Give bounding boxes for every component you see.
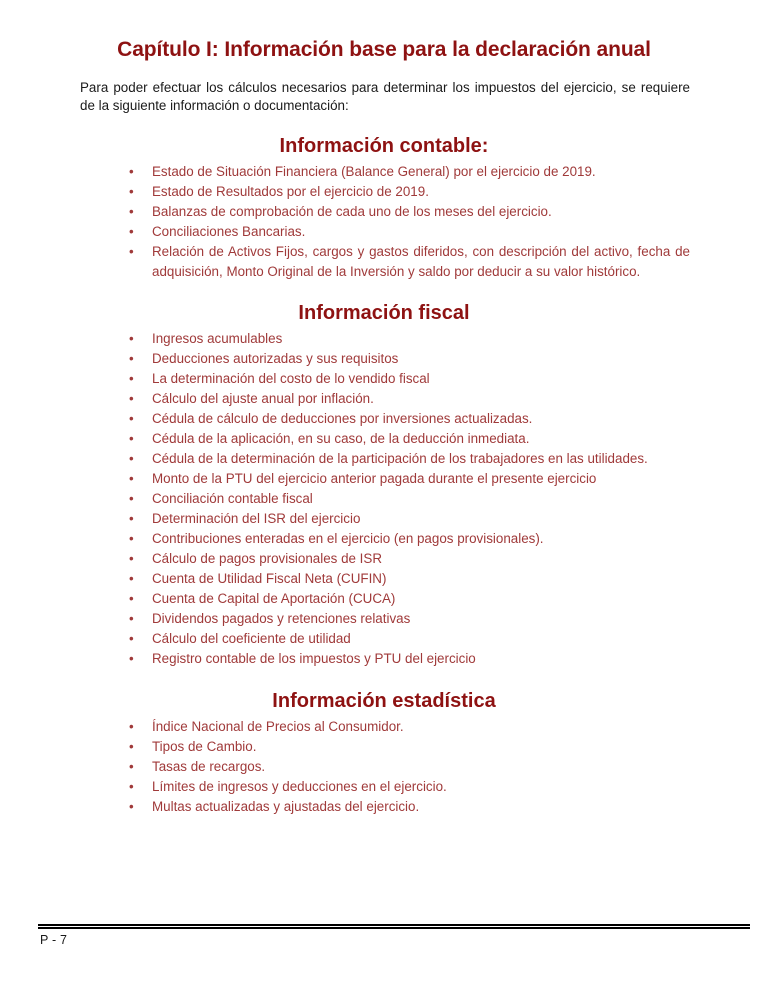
- list-item: [30, 162, 738, 182]
- list-item: [30, 429, 738, 449]
- list-item-text: Conciliaciones Bancarias.: [152, 223, 306, 239]
- page-footer: [0, 924, 768, 994]
- bullet-icon: •: [129, 330, 134, 346]
- list-item: [30, 609, 738, 629]
- list-item: [30, 202, 738, 222]
- bullet-list-fiscal: [30, 329, 738, 670]
- list-item-text: Cuenta de Utilidad Fiscal Neta (CUFIN): [152, 571, 387, 587]
- list-item: [30, 242, 738, 282]
- bullet-icon: •: [129, 738, 134, 754]
- list-item: [30, 222, 738, 242]
- page-title: Capítulo I: Información base para la declaración anual: [117, 38, 651, 61]
- list-item: [30, 469, 738, 489]
- bullet-icon: •: [129, 651, 134, 667]
- bullet-icon: •: [129, 758, 134, 774]
- bullet-icon: •: [129, 611, 134, 627]
- list-item-text: Dividendos pagados y retenciones relativas: [152, 611, 411, 627]
- list-item: [30, 649, 738, 669]
- bullet-icon: •: [129, 778, 134, 794]
- list-item-text: Balanzas de comprobación de cada uno de los meses del ejercicio.: [152, 203, 552, 219]
- bullet-icon: •: [129, 431, 134, 447]
- list-item-text: Conciliación contable fiscal: [152, 491, 313, 507]
- list-item-text: Cuenta de Capital de Aportación (CUCA): [152, 591, 396, 607]
- bullet-icon: •: [129, 411, 134, 427]
- list-item: [30, 737, 738, 757]
- list-item: [30, 569, 738, 589]
- bullet-icon: •: [129, 351, 134, 367]
- list-item-text: La determinación del costo de lo vendido fiscal: [152, 371, 430, 387]
- list-item-text: Límites de ingresos y deducciones en el ejercicio.: [152, 778, 447, 794]
- bullet-icon: •: [129, 798, 134, 814]
- section-heading-contable: Información contable:: [279, 134, 489, 157]
- bullet-icon: •: [129, 631, 134, 647]
- bullet-icon: •: [129, 531, 134, 547]
- list-item-text: Determinación del ISR del ejercicio: [152, 511, 361, 527]
- bullet-icon: •: [129, 591, 134, 607]
- list-item-text: Estado de Resultados por el ejercicio de 2019.: [152, 183, 429, 199]
- list-item: [30, 757, 738, 777]
- list-item-text: Cálculo del coeficiente de utilidad: [152, 631, 351, 647]
- list-item-text: Cédula de cálculo de deducciones por inversiones actualizadas.: [152, 411, 533, 427]
- list-item: [30, 349, 738, 369]
- bullet-icon: •: [129, 183, 134, 199]
- list-item-text: Cálculo de pagos provisionales de ISR: [152, 551, 383, 567]
- bullet-icon: •: [129, 718, 134, 734]
- list-item-text: Relación de Activos Fijos, cargos y gastos diferidos, con descripción del activo, fecha de adquisición, Monto Original de la Inversión y saldo por deducir a su valor histórico.: [152, 243, 690, 279]
- section-heading-estadistica: Información estadística: [272, 689, 496, 712]
- list-item-text: Tipos de Cambio.: [152, 738, 257, 754]
- list-item: [30, 182, 738, 202]
- list-item-text: Deducciones autorizadas y sus requisitos: [152, 351, 399, 367]
- list-item: [30, 629, 738, 649]
- bullet-icon: •: [129, 571, 134, 587]
- list-item-text: Cédula de la aplicación, en su caso, de la deducción inmediata.: [152, 431, 530, 447]
- list-item: [30, 489, 738, 509]
- list-item-text: Registro contable de los impuestos y PTU del ejercicio: [152, 651, 476, 667]
- list-item: [30, 549, 738, 569]
- bullet-icon: •: [129, 471, 134, 487]
- list-item: [30, 409, 738, 429]
- list-item-text: Multas actualizadas y ajustadas del ejercicio.: [152, 798, 420, 814]
- bullet-icon: •: [129, 491, 134, 507]
- list-item: [30, 529, 738, 549]
- footer-divider: [38, 924, 750, 929]
- bullet-icon: •: [129, 511, 134, 527]
- bullet-list-estadistica: [30, 717, 738, 817]
- list-item-text: Contribuciones enteradas en el ejercicio (en pagos provisionales).: [152, 531, 544, 547]
- bullet-icon: •: [129, 391, 134, 407]
- bullet-icon: •: [129, 243, 134, 259]
- bullet-icon: •: [129, 163, 134, 179]
- list-item: [30, 717, 738, 737]
- list-item-text: Cálculo del ajuste anual por inflación.: [152, 391, 374, 407]
- list-item-text: Monto de la PTU del ejercicio anterior pagada durante el presente ejercicio: [152, 471, 597, 487]
- list-item: [30, 589, 738, 609]
- list-item: [30, 369, 738, 389]
- bullet-icon: •: [129, 223, 134, 239]
- bullet-icon: •: [129, 371, 134, 387]
- list-item: [30, 797, 738, 817]
- list-item: [30, 329, 738, 349]
- intro-paragraph: Para poder efectuar los cálculos necesarios para determinar los impuestos del ejercicio, se requiere de la siguiente información o documentación:: [80, 80, 690, 113]
- list-item-text: Índice Nacional de Precios al Consumidor.: [152, 718, 404, 734]
- list-item: [30, 777, 738, 797]
- bullet-list-contable: [30, 162, 738, 282]
- list-item: [30, 509, 738, 529]
- bullet-icon: •: [129, 451, 134, 467]
- list-item-text: Ingresos acumulables: [152, 330, 283, 346]
- page-number: P - 7: [40, 933, 68, 947]
- section-heading-fiscal: Información fiscal: [298, 301, 470, 324]
- bullet-icon: •: [129, 203, 134, 219]
- list-item-text: Estado de Situación Financiera (Balance General) por el ejercicio de 2019.: [152, 163, 596, 179]
- list-item-text: Tasas de recargos.: [152, 758, 266, 774]
- bullet-icon: •: [129, 551, 134, 567]
- list-item: [30, 389, 738, 409]
- list-item-text: Cédula de la determinación de la participación de los trabajadores en las utilidades.: [152, 451, 648, 467]
- list-item: [30, 449, 738, 469]
